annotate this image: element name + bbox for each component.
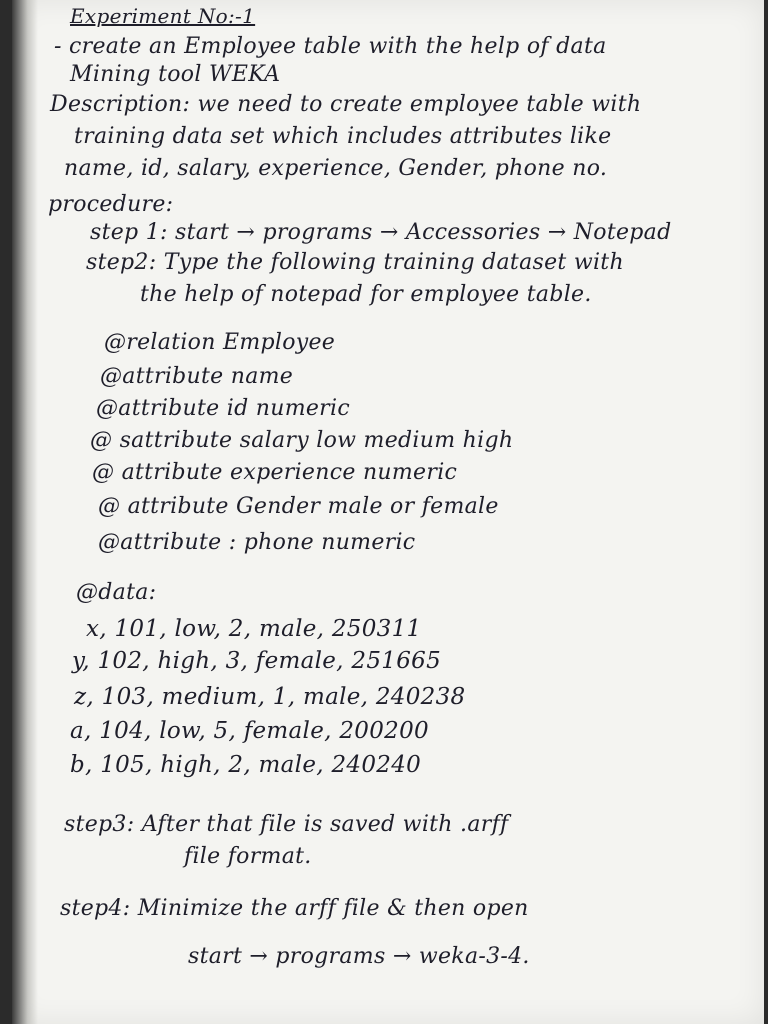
step3-line-1: step3: After that file is saved with .arff: [64, 812, 509, 837]
procedure-label: procedure:: [48, 192, 174, 217]
description-line-3: name, id, salary, experience, Gender, phone no.: [64, 156, 608, 181]
arff-attribute-salary: @ sattribute salary low medium high: [90, 428, 514, 453]
description-line-1: Description: we need to create employee table with: [50, 92, 642, 117]
arff-relation: @relation Employee: [104, 330, 336, 355]
description-line-2: training data set which includes attributes like: [74, 124, 612, 149]
data-row: b, 105, high, 2, male, 240240: [70, 752, 422, 778]
step4-line-1: step4: Minimize the arff file & then open: [60, 896, 529, 921]
experiment-title: Experiment No:-1: [70, 4, 256, 28]
data-row: y, 102, high, 3, female, 251665: [72, 648, 442, 674]
objective-line-2: Mining tool WEKA: [70, 62, 281, 87]
arff-attribute-id: @attribute id numeric: [96, 396, 350, 421]
arff-attribute-experience: @ attribute experience numeric: [92, 460, 458, 485]
arff-attribute-gender: @ attribute Gender male or female: [98, 494, 499, 519]
step1-text: step 1: start → programs → Accessories → Notepad: [90, 220, 672, 245]
step3-line-2: file format.: [184, 844, 312, 869]
arff-attribute-name: @attribute name: [100, 364, 294, 389]
arff-attribute-phone: @attribute : phone numeric: [98, 530, 416, 555]
step4-line-2: start → programs → weka-3-4.: [188, 944, 530, 969]
data-row: a, 104, low, 5, female, 200200: [70, 718, 429, 744]
data-row: z, 103, medium, 1, male, 240238: [74, 684, 466, 710]
page-edge-shadow: [12, 0, 38, 1024]
step2-line-1: step2: Type the following training dataset with: [86, 250, 624, 275]
notebook-page: [12, 0, 764, 1024]
objective-line-1: - create an Employee table with the help of data: [54, 34, 607, 59]
arff-data-label: @data:: [76, 580, 157, 605]
data-row: x, 101, low, 2, male, 250311: [86, 616, 422, 642]
step2-line-2: the help of notepad for employee table.: [140, 282, 592, 307]
